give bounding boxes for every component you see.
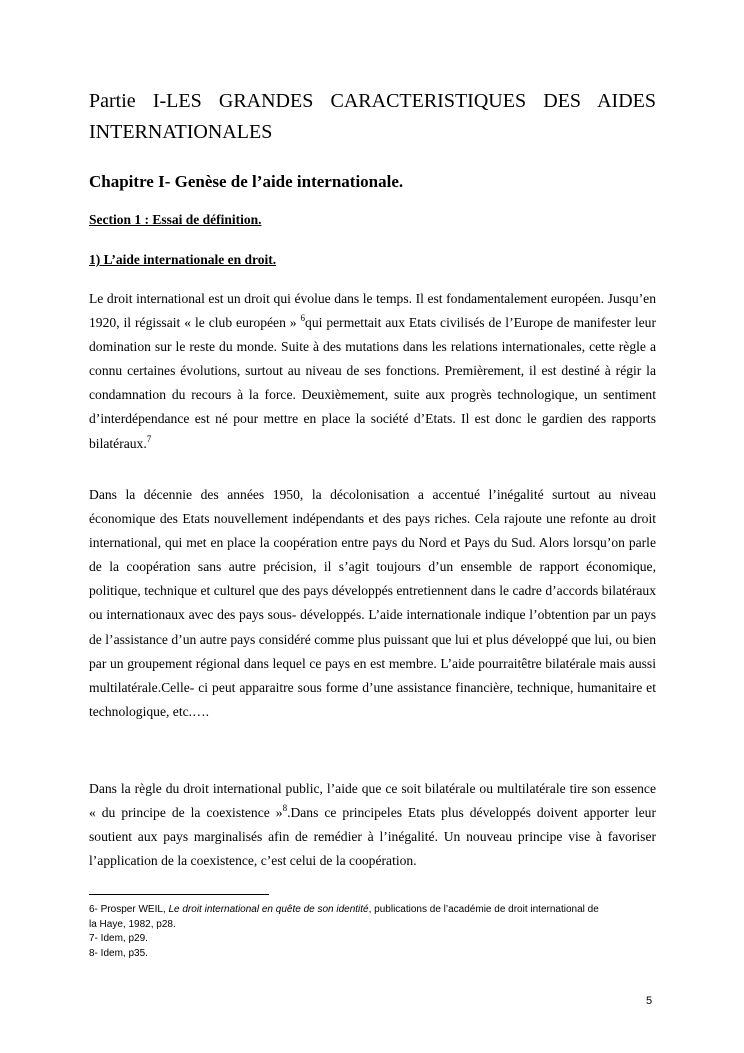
footnote-separator [89, 894, 269, 895]
paragraph-3-text-b: .Dans ce principeles Etats plus développés doivent apporter leur soutient aux pays marginalisés afin de remédier à l’inégalité. Un nouveau principe vise à favoriser l’application de la coexistence, c’est celui de la coopération. [89, 805, 656, 869]
part-title-line1: Partie I-LES GRANDES CARACTERISTIQUES DES AIDES [89, 90, 656, 112]
page-number: 5 [646, 995, 653, 1007]
paragraph-3 [89, 777, 656, 873]
chapter-title: Chapitre I- Genèse de l’aide internationale. [89, 172, 404, 191]
paragraph-1 [89, 287, 656, 456]
part-title-line2: INTERNATIONALES [89, 121, 273, 143]
footnote-8: 8- Idem, p35. [89, 947, 148, 959]
footnote-6-title: Le droit international en quête de son identité [168, 904, 369, 915]
paragraph-2: Dans la décennie des années 1950, la décolonisation a accentué l’inégalité surtout au niveau économique des Etats nouvellement indépendants et des pays riches. Cela rajoute une refonte au droit international, qui met en place la coopération entre pays du Nord et Pays du Sud. Alors lorsqu’on parle de la coopération sans autre précision, il s’agit toujours d’un ensemble de rapport économique, politique, technique et culturel que des pays développés entretiennent dans le cadre d’accords bilatéraux ou internationaux avec des pays sous- développés. L’aide internationale indique l’obtention par un pays de l’assistance d’un autre pays considéré comme plus puissant que lui et plus développé que lui, ou bien par un groupement régional dans lequel ce pays en est membre. L’aide pourraitêtre bilatérale mais aussi multilatérale.Celle- ci peut apparaitre sous forme d’une assistance financière, technique, humanitaire et technologique, etc.…. [89, 487, 656, 719]
paragraph-1-text-a: Le droit international est un droit qui évolue dans le temps. Il est fondamentalement européen. Jusqu’en 1920, il régissait « le club européen » [89, 291, 656, 331]
footnote-ref-8[interactable]: 8 [282, 803, 288, 814]
footnote-6-suffix: , publications de l’académie de droit international de la Haye, 1982, p28. [89, 904, 599, 930]
paragraph-3-text-a: Dans la règle du droit international public, l’aide que ce soit bilatérale ou multilatérale tire son essence « du principe de la coexistence » [89, 781, 656, 821]
footnote-ref-7[interactable]: 7 [146, 433, 152, 444]
footnote-6 [89, 903, 609, 932]
footnote-ref-6[interactable]: 6 [300, 313, 306, 324]
section-title: Section 1 : Essai de définition. [89, 212, 262, 227]
subsection-title: 1) L’aide internationale en droit. [89, 252, 277, 267]
part-title [89, 86, 656, 148]
paragraph-1-text-b: qui permettait aux Etats civilisés de l’Europe de manifester leur domination sur le reste du monde. Suite à des mutations dans les relations internationales, cette règle a connu certaines évolutions, surtout au niveau de ses fonctions. Premièrement, il est destiné à régir la condamnation du recours à la force. Deuxièmement, suite aux progrès technologique, un sentiment d’interdépendance est né pour mettre en place la société d’Etats. Il est donc le gardien des rapports bilatéraux. [89, 315, 656, 451]
footnote-6-prefix: 6- Prosper WEIL, [89, 904, 169, 915]
footnotes [89, 903, 609, 961]
footnote-7: 7- Idem, p29. [89, 933, 148, 944]
